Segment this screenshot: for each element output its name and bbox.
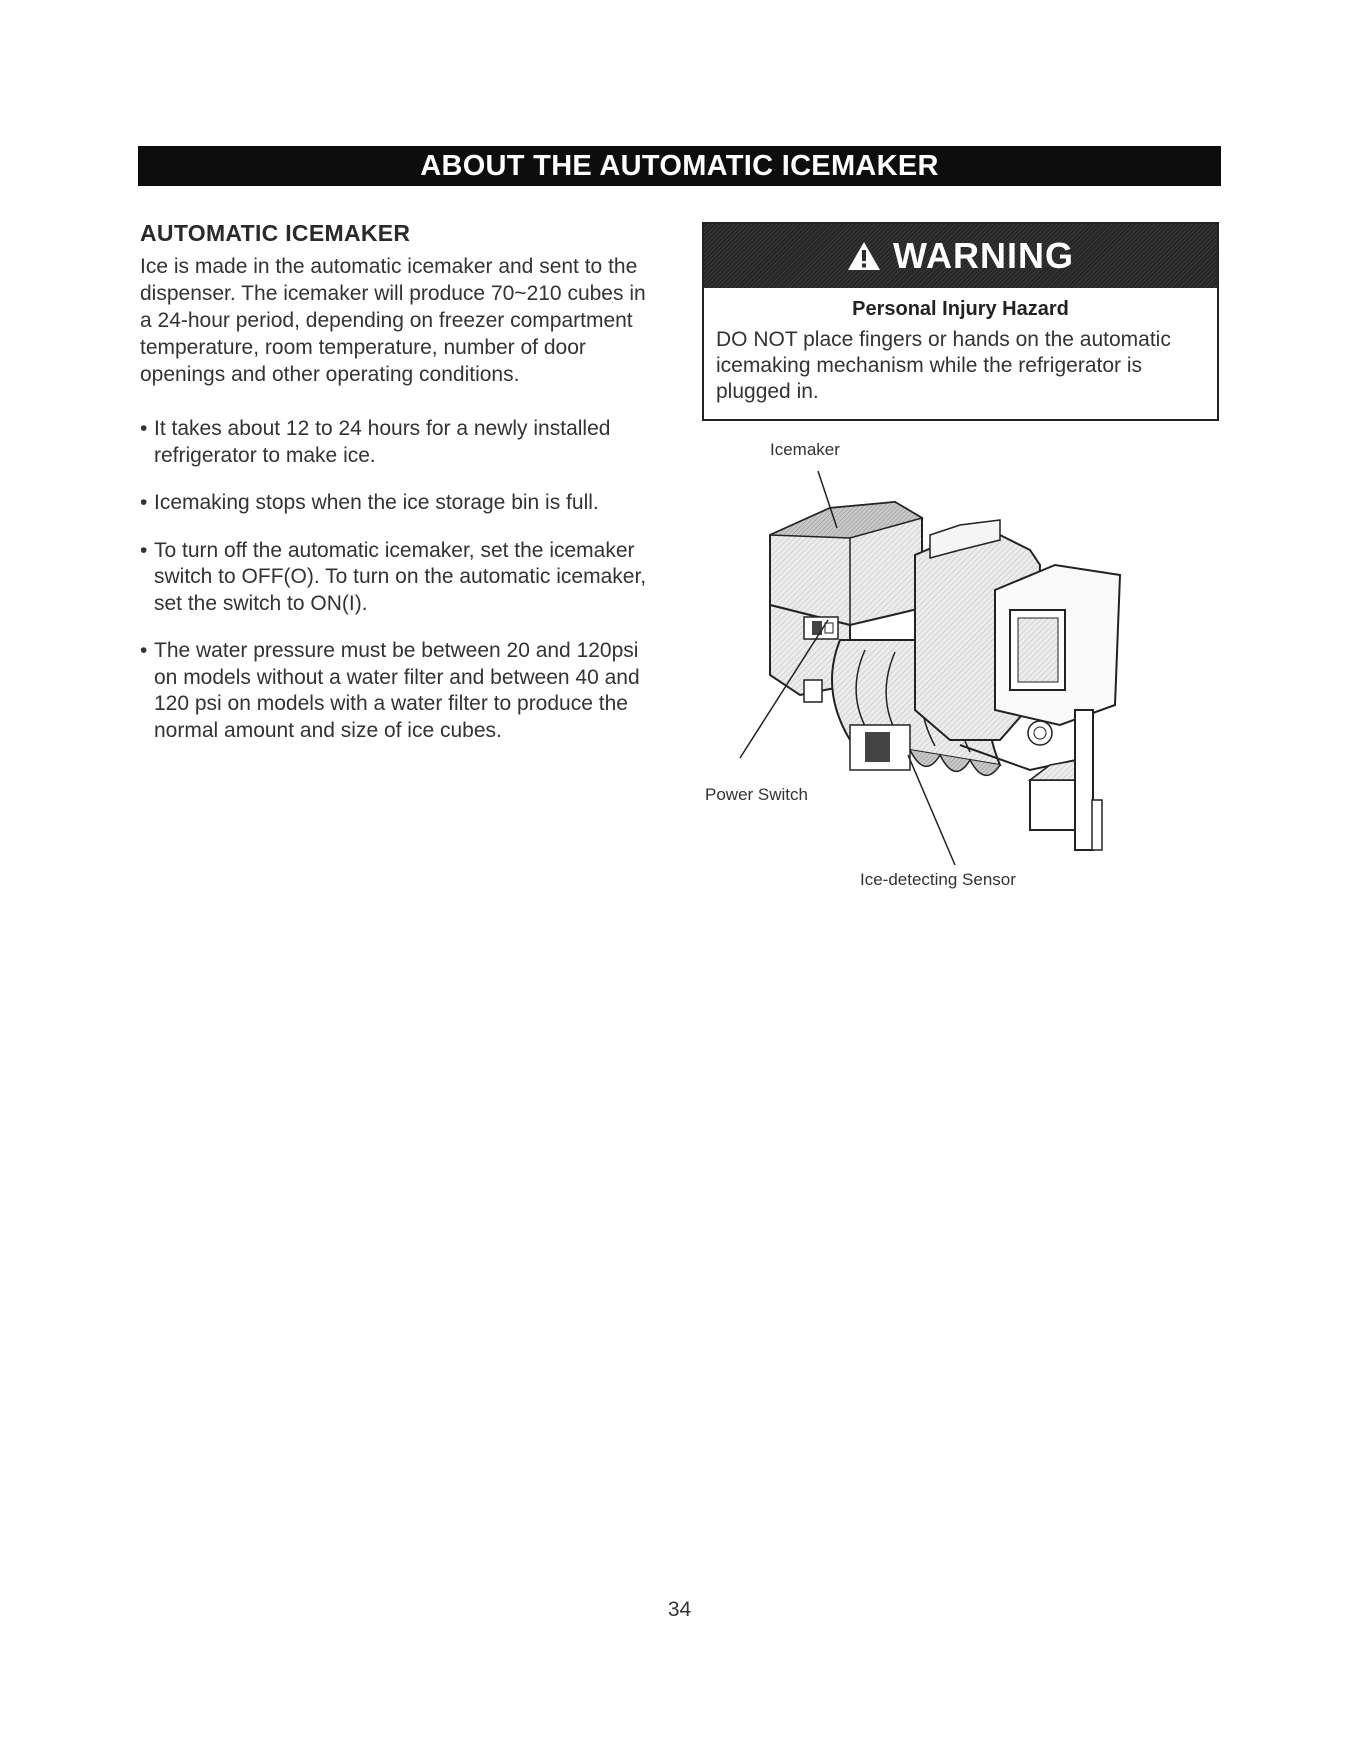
bullet-item bbox=[140, 416, 660, 469]
bullet-text: Icemaking stops when the ice storage bin is full. bbox=[154, 491, 599, 514]
bullet-dot: • bbox=[140, 491, 148, 514]
bullet-item bbox=[140, 538, 660, 618]
bullet-item bbox=[140, 638, 660, 744]
power-switch-label: Power Switch bbox=[705, 785, 808, 804]
bullet-text: It takes about 12 to 24 hours for a newly installed refrigerator to make ice. bbox=[154, 417, 611, 467]
page-header bbox=[138, 146, 1221, 186]
bullet-text: To turn off the automatic icemaker, set the icemaker switch to OFF(O). To turn on the automatic icemaker, set the switch to ON(I). bbox=[154, 538, 647, 615]
bullet-item bbox=[140, 490, 660, 517]
sensor-leader-line bbox=[908, 755, 955, 865]
warning-heading: WARNING bbox=[893, 235, 1074, 276]
warning-header bbox=[704, 224, 1217, 288]
left-column bbox=[140, 220, 660, 765]
bullet-text: The water pressure must be between 20 and 120psi on models without a water filter and between 40 and 120 psi on models with a water filter to produce the normal amount and size of ice cubes. bbox=[154, 639, 640, 742]
page-number: 34 bbox=[667, 1598, 692, 1621]
bullet-dot: • bbox=[140, 538, 148, 562]
warning-subtitle: Personal Injury Hazard bbox=[852, 298, 1069, 320]
bullet-dot: • bbox=[140, 639, 148, 662]
section-title: AUTOMATIC ICEMAKER bbox=[140, 220, 411, 246]
bullet-list bbox=[140, 416, 660, 744]
ice-detecting-sensor-label: Ice-detecting Sensor bbox=[860, 870, 1016, 889]
warning-text: DO NOT place fingers or hands on the automatic icemaking mechanism while the refrigerator is plugged in. bbox=[716, 328, 1171, 403]
warning-box bbox=[702, 222, 1219, 421]
power-switch bbox=[804, 617, 838, 639]
warning-triangle-icon bbox=[847, 241, 881, 271]
icemaker-illustration bbox=[700, 440, 1220, 940]
icemaker-label: Icemaker bbox=[770, 440, 840, 459]
page-header-title: ABOUT THE AUTOMATIC ICEMAKER bbox=[420, 149, 939, 182]
bullet-dot: • bbox=[140, 417, 148, 440]
icemaker-diagram bbox=[700, 440, 1220, 940]
intro-paragraph: Ice is made in the automatic icemaker and sent to the dispenser. The icemaker will produce 70~210 cubes in a 24-hour period, depending on freezer compartment temperature, room temperature, number of door openings and other operating conditions. bbox=[140, 255, 646, 386]
